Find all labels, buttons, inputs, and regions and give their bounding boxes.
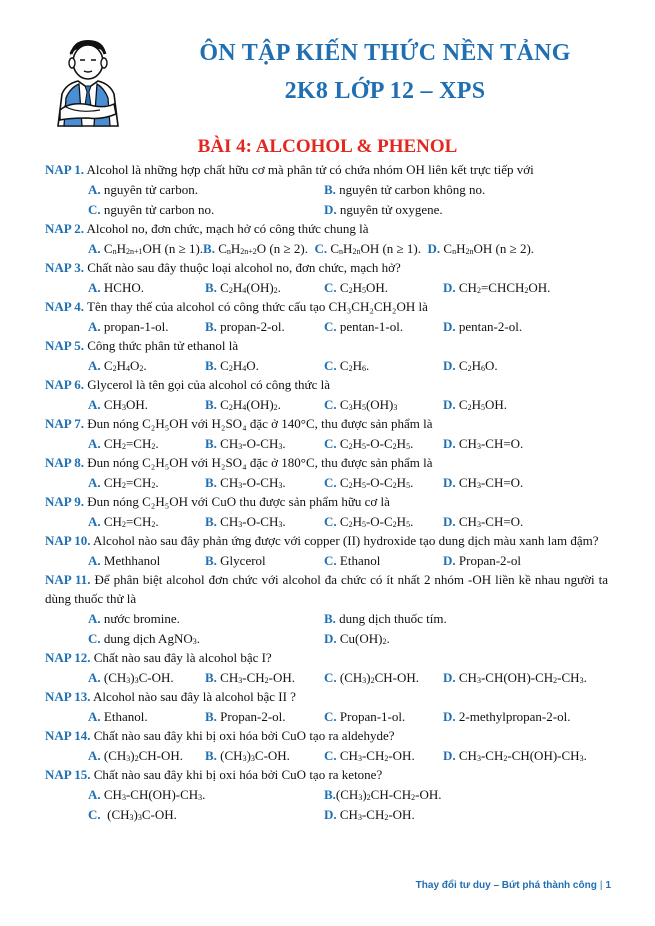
option-11a[interactable]: A. nước bromine. — [88, 611, 180, 626]
option-12a[interactable]: A. $(CH_3)_3C-OH$. — [88, 670, 174, 685]
question-15: NAP 15. Chất nào sau đây khi bị oxi hóa bởi CuO tạo ra ketone? — [45, 767, 383, 782]
options-8 — [45, 472, 608, 492]
option-1b[interactable]: B. nguyên tử carbon không no. — [324, 182, 486, 197]
options-3 — [45, 277, 608, 297]
options-11 — [45, 608, 608, 648]
option-6a[interactable]: A. $CH_3OH$. — [88, 397, 148, 412]
question-1: NAP 1. Alcohol là những hợp chất hữu cơ mà phân tử có chứa nhóm OH liên kết trực tiếp với — [45, 162, 534, 177]
option-11b[interactable]: B. dung dịch thuốc tím. — [324, 611, 447, 626]
option-12d[interactable]: D. $CH_3-CH(OH)-CH_2-CH_3$. — [443, 670, 587, 685]
option-4c[interactable]: C. pentan-1-ol. — [324, 319, 404, 334]
option-13c[interactable]: C. Propan-1-ol. — [324, 709, 406, 724]
options-10 — [45, 550, 608, 570]
question-11: NAP 11. Để phân biệt alcohol đơn chức với alcohol đa chức có ít nhất 2 nhóm -OH liền kề nhau người ta dùng thuốc thử là — [45, 572, 608, 606]
option-7a[interactable]: A. $CH_2=CH_2$. — [88, 436, 159, 451]
footer-slogan: Thay đổi tư duy – Bứt phá thành công — [415, 880, 597, 891]
option-11c[interactable]: C. dung dịch AgNO$_3$. — [88, 631, 200, 646]
option-4d[interactable]: D. pentan-2-ol. — [443, 319, 523, 334]
question-list — [45, 160, 608, 824]
question-4: NAP 4. Tên thay thế của alcohol có công thức cấu tạo CH₃CH₂CH₂OH là — [45, 299, 428, 314]
option-10a[interactable]: A. Methhanol — [88, 553, 161, 568]
option-2abcd[interactable]: A. $C_nH_{2n+1}OH$ (n ≥ 1).B. $C_nH_{2n+2}O$ (n ≥ 2). C. $C_nH_{2n}OH$ (n ≥ 1). D. $C_nH_{2n}OH$ (n ≥ 2). — [88, 241, 535, 256]
question-10: NAP 10. Alcohol nào sau đây phản ứng được với copper (II) hydroxide tạo dung dịch màu xanh lam đậm? — [45, 533, 599, 548]
footer — [416, 880, 611, 891]
page-number: 1 — [605, 880, 611, 891]
option-6d[interactable]: D. $C_2H_5OH$. — [443, 397, 507, 412]
option-14d[interactable]: D. $CH_3-CH_2-CH(OH)-CH_3$. — [443, 748, 587, 763]
option-8c[interactable]: C. $C_2H_5-O-C_2H_5$. — [324, 475, 414, 490]
options-13 — [45, 706, 608, 726]
option-15d[interactable]: D. $CH_3-CH_2-OH$. — [324, 807, 415, 822]
option-10b[interactable]: B. Glycerol — [205, 553, 266, 568]
footer-separator: | — [599, 880, 603, 891]
option-3b[interactable]: B. $C_2H_4(OH)_2$. — [205, 280, 281, 295]
options-9 — [45, 511, 608, 531]
option-15a[interactable]: A. $CH_3-CH(OH)-CH_3$. — [88, 787, 206, 802]
option-14a[interactable]: A. $(CH_3)_2CH-OH$. — [88, 748, 184, 763]
options-2 — [45, 238, 608, 258]
question-6: NAP 6. Glycerol là tên gọi của alcohol có công thức là — [45, 377, 331, 392]
option-1a[interactable]: A. nguyên tử carbon. — [88, 182, 198, 197]
options-12 — [45, 667, 608, 687]
option-12c[interactable]: C. $(CH_3)_2CH-OH$. — [324, 670, 420, 685]
option-13d[interactable]: D. 2-methylpropan-2-ol. — [443, 709, 571, 724]
option-11d[interactable]: D. $Cu(OH)_2$. — [324, 631, 390, 646]
option-9a[interactable]: A. $CH_2=CH_2$. — [88, 514, 159, 529]
question-3: NAP 3. Chất nào sau đây thuộc loại alcohol no, đơn chức, mạch hở? — [45, 260, 401, 275]
option-7d[interactable]: D. $CH_3-CH=O$. — [443, 436, 524, 451]
option-5a[interactable]: A. $C_2H_4O_2$. — [88, 358, 147, 373]
option-6b[interactable]: B. $C_2H_4(OH)_2$. — [205, 397, 281, 412]
option-15b[interactable]: $B.(CH_3)_2CH-CH_2-OH$. — [324, 787, 442, 802]
teacher-avatar-icon — [52, 36, 122, 128]
option-9c[interactable]: C. $C_2H_5-O-C_2H_5$. — [324, 514, 414, 529]
option-8d[interactable]: D. $CH_3-CH=O$. — [443, 475, 524, 490]
option-10c[interactable]: C. Ethanol — [324, 553, 381, 568]
option-12b[interactable]: B. $CH_3-CH_2-OH$. — [205, 670, 295, 685]
option-9b[interactable]: B. $CH_3-O-CH_3$. — [205, 514, 286, 529]
lesson-title: BÀI 4: ALCOHOL & PHENOL — [197, 136, 458, 157]
option-1d[interactable]: D. nguyên tử oxygene. — [324, 202, 443, 217]
options-7 — [45, 433, 608, 453]
option-15c[interactable]: C. $(CH_3)_3C-OH$. — [88, 807, 177, 822]
question-2: NAP 2. Alcohol no, đơn chức, mạch hở có công thức chung là — [45, 221, 369, 236]
question-12: NAP 12. Chất nào sau đây là alcohol bậc I? — [45, 650, 272, 665]
options-4 — [45, 316, 608, 336]
option-3a[interactable]: A. HCHO. — [88, 280, 144, 295]
option-6c[interactable]: C. $C_3H_5(OH)_3$ — [324, 397, 398, 412]
options-14 — [45, 745, 608, 765]
option-8a[interactable]: A. $CH_2=CH_2$. — [88, 475, 159, 490]
option-3d[interactable]: D. $CH_2=CHCH_2OH$. — [443, 280, 551, 295]
option-1c[interactable]: C. nguyên tử carbon no. — [88, 202, 215, 217]
option-7b[interactable]: B. $CH_3-O-CH_3$. — [205, 436, 286, 451]
options-1 — [45, 179, 608, 219]
question-9: NAP 9. Đun nóng C₂H₅OH với CuO thu được sản phẩm hữu cơ là — [45, 494, 390, 509]
options-15 — [45, 784, 608, 824]
question-7: NAP 7. Đun nóng C₂H₅OH với H₂SO₄ đặc ở 140°C, thu được sản phẩm là — [45, 416, 433, 431]
question-8: NAP 8. Đun nóng C₂H₅OH với H₂SO₄ đặc ở 180°C, thu được sản phẩm là — [45, 455, 433, 470]
header — [0, 30, 655, 120]
option-9d[interactable]: D. $CH_3-CH=O$. — [443, 514, 524, 529]
option-7c[interactable]: C. $C_2H_5-O-C_2H_5$. — [324, 436, 414, 451]
option-5b[interactable]: B. $C_2H_4O$. — [205, 358, 259, 373]
question-14: NAP 14. Chất nào sau đây khi bị oxi hóa bởi CuO tạo ra aldehyde? — [45, 728, 395, 743]
main-title: ÔN TẬP KIẾN THỨC NỀN TẢNG — [199, 40, 571, 66]
option-10d[interactable]: D. Propan-2-ol — [443, 553, 521, 568]
question-5: NAP 5. Công thức phân tử ethanol là — [45, 338, 239, 353]
question-13: NAP 13. Alcohol nào sau đây là alcohol bậc II ? — [45, 689, 296, 704]
option-13b[interactable]: B. Propan-2-ol. — [205, 709, 286, 724]
option-4b[interactable]: B. propan-2-ol. — [205, 319, 285, 334]
option-5c[interactable]: C. $C_2H_6$. — [324, 358, 370, 373]
option-5d[interactable]: D. $C_2H_6O$. — [443, 358, 498, 373]
option-3c[interactable]: C. $C_2H_5OH$. — [324, 280, 388, 295]
option-14b[interactable]: B. $(CH_3)_3C-OH$. — [205, 748, 290, 763]
sub-title: 2K8 LỚP 12 – XPS — [284, 78, 486, 104]
option-4a[interactable]: A. propan-1-ol. — [88, 319, 169, 334]
option-13a[interactable]: A. Ethanol. — [88, 709, 148, 724]
options-5 — [45, 355, 608, 375]
option-8b[interactable]: B. $CH_3-O-CH_3$. — [205, 475, 286, 490]
options-6 — [45, 394, 608, 414]
option-14c[interactable]: C. $CH_3-CH_2-OH$. — [324, 748, 415, 763]
